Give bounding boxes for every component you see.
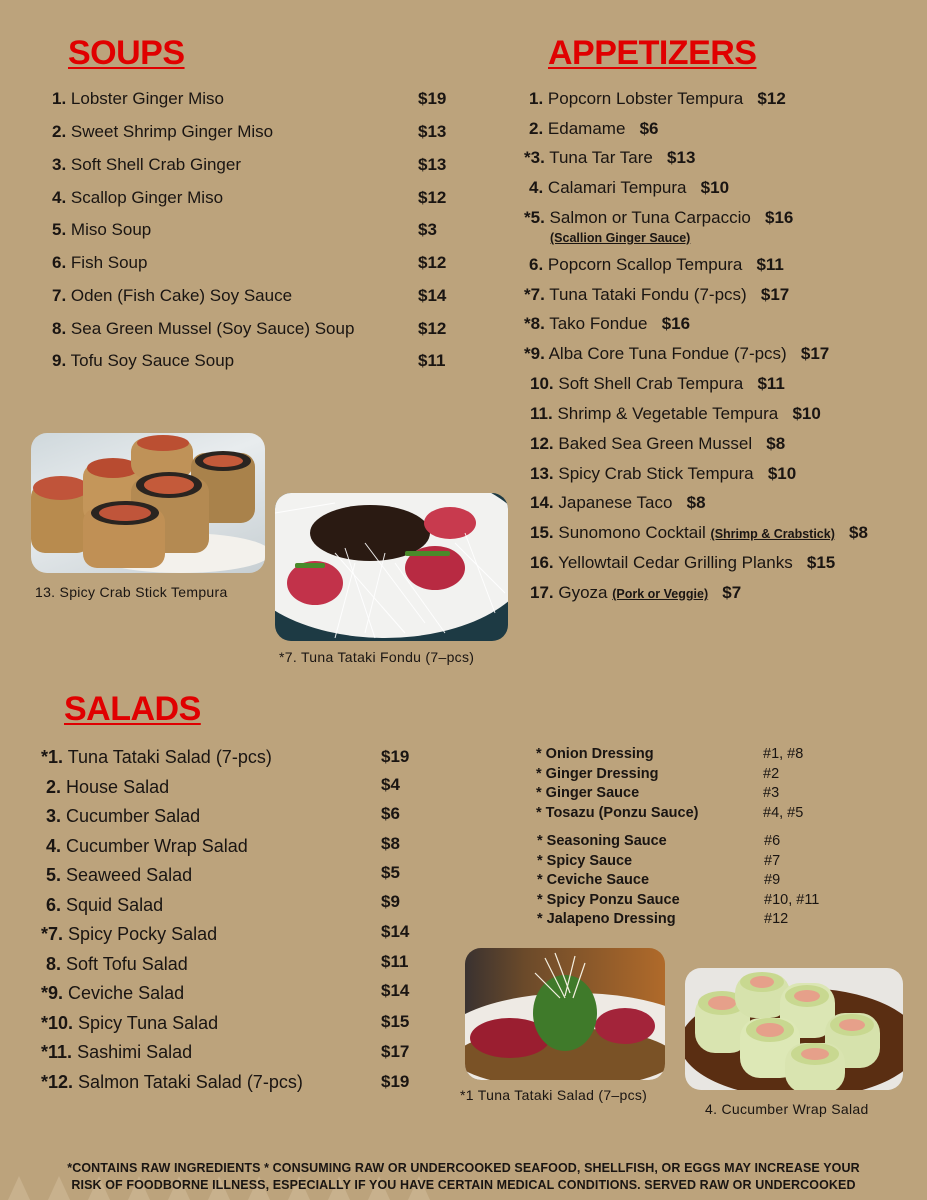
dressing-name: * Ginger Dressing [536,766,659,782]
item-name: Edamame [547,119,626,138]
menu-item [41,1072,303,1093]
dressing-applies: #1, #8 [763,746,804,762]
item-name: Soft Shell Crab Ginger [70,155,242,174]
item-number: 3. [46,806,62,826]
dressing-name: * Tosazu (Ponzu Sauce) [536,805,699,821]
appetizers-heading: APPETIZERS [548,34,757,72]
item-price: $10 [792,404,821,423]
menu-item [530,464,796,484]
item-name: Tofu Soy Sauce Soup [70,351,235,370]
item-name: Tuna Tataki Salad (7-pcs) [67,747,272,767]
item-name: Salmon Tataki Salad (7-pcs) [78,1072,303,1092]
item-name: Tuna Tataki Fondu (7-pcs) [549,285,747,304]
photo-tuna-tataki-salad [465,948,665,1080]
menu-item [46,806,200,827]
item-name: Sea Green Mussel (Soy Sauce) Soup [70,319,355,338]
menu-item [530,583,741,603]
menu-item [524,208,793,228]
item-name: Cucumber Wrap Salad [66,836,248,856]
item-name: Alba Core Tuna Fondue (7-pcs) [548,344,787,363]
item-name: Squid Salad [66,895,164,915]
menu-item [52,351,234,371]
item-price: $8 [381,834,400,853]
item-number: 3. [52,155,67,174]
dressing-applies: #6 [764,833,781,849]
item-price: $19 [418,89,447,108]
menu-item [41,1013,218,1034]
photo-spicy-crab-stick-tempura [31,433,265,573]
item-number: 10. [530,374,554,393]
item-name: Cucumber Salad [66,806,201,826]
menu-item [46,865,192,886]
item-price: $17 [800,344,830,363]
item-name: Tako Fondue [549,314,648,333]
item-name: Tuna Tar Tare [549,148,653,167]
menu-item [41,747,272,768]
item-name: Ceviche Salad [68,983,185,1003]
dressing-applies: #12 [764,911,789,927]
item-price: $13 [418,155,447,174]
item-number: 14. [530,493,554,512]
soups-heading: SOUPS [68,34,185,72]
item-number: *7. [524,285,545,304]
item-number: *12. [41,1072,74,1092]
dressing-name: * Spicy Sauce [537,853,633,869]
item-number: 6. [46,895,62,915]
menu-item [529,89,786,109]
menu-item [524,314,690,334]
item-price: $8 [766,434,786,453]
item-number: 11. [530,404,553,423]
item-number: 5. [46,865,62,885]
item-name: Seaweed Salad [66,865,193,885]
menu-item [530,374,785,394]
item-number: 16. [530,553,554,572]
item-name: Japanese Taco [558,493,673,512]
item-price: $19 [381,1072,410,1091]
item-price: $8 [849,523,868,542]
item-number: 2. [46,777,62,797]
item-price: $12 [757,89,786,108]
disclaimer-line-2: RISK OF FOODBORNE ILLNESS, ESPECIALLY IF YOU HAVE CERTAIN MEDICAL CONDITIONS. SERVED RAW OR UNDERCOOKED [71,1178,856,1192]
menu-item [46,777,169,798]
item-name: Miso Soup [70,220,152,239]
dressing-name: * Ceviche Sauce [537,872,650,888]
item-price: $8 [686,493,706,512]
item-name: Yellowtail Cedar Grilling Planks [558,553,793,572]
dressing-name: * Seasoning Sauce [537,833,667,849]
menu-item [52,188,223,208]
item-number: *8. [524,314,545,333]
photo-cucumber-wrap-salad [685,968,903,1090]
item-price: $6 [381,804,400,823]
item-number: 4. [52,188,67,207]
cucumber-wrap-image [685,968,903,1090]
item-number: 7. [52,286,67,305]
menu-item [52,253,147,273]
item-number: 2. [529,119,544,138]
item-number: 8. [46,954,62,974]
menu-item [41,983,184,1004]
dressing-name: * Spicy Ponzu Sauce [537,892,680,908]
item-price: $14 [381,981,410,1000]
menu-item [46,895,163,916]
item-name: Sunomono Cocktail [558,523,706,542]
menu-item [530,434,785,454]
item-price: $9 [381,892,400,911]
item-number: *7. [41,924,64,944]
tuna-salad-image [465,948,665,1080]
menu-item [524,285,789,305]
item-name: Scallop Ginger Miso [70,188,224,207]
item-price: $16 [764,208,794,227]
tuna-tataki-image [275,493,508,641]
item-price: $5 [381,863,400,882]
salads-heading: SALADS [64,690,201,728]
raw-food-disclaimer [0,1160,927,1194]
menu-item [52,155,241,175]
photo-caption: *7. Tuna Tataki Fondu (7–pcs) [279,649,475,665]
item-name: Popcorn Scallop Tempura [547,255,743,274]
item-price: $12 [418,319,447,338]
item-number: *3. [524,148,545,167]
menu-item [41,924,217,945]
item-name: House Salad [66,777,170,797]
item-number: 5. [52,220,67,239]
item-price: $11 [418,351,446,370]
item-price: $11 [756,255,784,274]
item-price: $10 [700,178,730,197]
item-note: (Scallion Ginger Sauce) [550,231,691,245]
item-number: 1. [52,89,67,108]
menu-item [46,954,188,975]
menu-item [52,122,273,142]
item-number: 13. [530,464,554,483]
item-number: *9. [524,344,545,363]
dressing-applies: #3 [763,785,780,801]
item-number: 8. [52,319,67,338]
menu-item [529,178,729,198]
item-name: Calamari Tempura [547,178,687,197]
item-price: $14 [381,922,410,941]
item-price: $10 [767,464,797,483]
item-note: (Pork or Veggie) [612,587,709,601]
item-name: Spicy Tuna Salad [78,1013,219,1033]
item-number: 2. [52,122,67,141]
item-number: *9. [41,983,64,1003]
dressing-applies: #9 [764,872,781,888]
dressing-applies: #7 [764,853,781,869]
item-name: Gyoza [558,583,608,602]
menu-item [52,220,151,240]
item-name: Salmon or Tuna Carpaccio [549,208,751,227]
item-name: Baked Sea Green Mussel [558,434,753,453]
item-number: 9. [52,351,67,370]
item-price: $19 [381,747,410,766]
item-name: Soft Shell Crab Tempura [558,374,744,393]
dressing-name: * Ginger Sauce [536,785,640,801]
item-name: Spicy Pocky Salad [68,924,218,944]
item-name: Soft Tofu Salad [66,954,188,974]
item-name: Sashimi Salad [77,1042,193,1062]
menu-item [530,493,706,513]
menu-item [530,553,835,573]
dressing-name: * Onion Dressing [536,746,654,762]
item-note: (Shrimp & Crabstick) [710,527,835,541]
menu-item [52,286,292,306]
item-price: $17 [381,1042,410,1061]
item-number: *10. [41,1013,74,1033]
item-price: $15 [381,1012,410,1031]
photo-caption: 4. Cucumber Wrap Salad [705,1101,869,1117]
menu-item [530,523,868,543]
item-number: 6. [52,253,67,272]
item-price: $13 [667,148,696,167]
dressing-applies: #10, #11 [764,892,820,908]
item-price: $14 [418,286,447,305]
item-number: 15. [530,523,554,542]
item-name: Lobster Ginger Miso [70,89,224,108]
menu-item [46,836,248,857]
item-name: Sweet Shrimp Ginger Miso [70,122,274,141]
item-name: Spicy Crab Stick Tempura [558,464,754,483]
item-price: $4 [381,775,400,794]
item-price: $11 [381,952,409,971]
item-number: 1. [529,89,544,108]
menu-item [524,148,695,168]
item-name: Shrimp & Vegetable Tempura [557,404,779,423]
dressing-name: * Jalapeno Dressing [537,911,676,927]
menu-item [530,404,821,424]
menu-item [41,1042,192,1063]
item-price: $12 [418,253,447,272]
item-name: Fish Soup [70,253,148,272]
item-number: *11. [41,1042,73,1062]
item-number: 6. [529,255,544,274]
item-number: *1. [41,747,64,767]
dressing-applies: #2 [763,766,780,782]
dressing-applies: #4, #5 [763,805,804,821]
item-number: 12. [530,434,554,453]
item-price: $6 [639,119,659,138]
menu-item [52,319,354,339]
item-price: $17 [760,285,790,304]
item-number: 17. [530,583,554,602]
item-price: $11 [757,374,785,393]
menu-item [529,255,784,275]
item-price: $16 [661,314,691,333]
disclaimer-line-1: *CONTAINS RAW INGREDIENTS * CONSUMING RAW OR UNDERCOOKED SEAFOOD, SHELLFISH, OR EGGS MAY INCREASE YOUR [67,1161,860,1175]
item-number: 4. [529,178,544,197]
menu-item [529,119,659,139]
item-price: $12 [418,188,447,207]
item-number: *5. [524,208,545,227]
item-price: $3 [418,220,437,239]
photo-caption: 13. Spicy Crab Stick Tempura [35,584,228,600]
item-name: Popcorn Lobster Tempura [547,89,744,108]
item-number: 4. [46,836,62,856]
photo-caption: *1 Tuna Tataki Salad (7–pcs) [460,1087,648,1103]
item-price: $15 [806,553,836,572]
item-price: $7 [722,583,742,602]
photo-tuna-tataki-fondu [275,493,508,641]
menu-item [524,344,829,364]
item-price: $13 [418,122,447,141]
menu-item [52,89,224,109]
item-name: Oden (Fish Cake) Soy Sauce [70,286,293,305]
tempura-roll-image [31,433,265,573]
